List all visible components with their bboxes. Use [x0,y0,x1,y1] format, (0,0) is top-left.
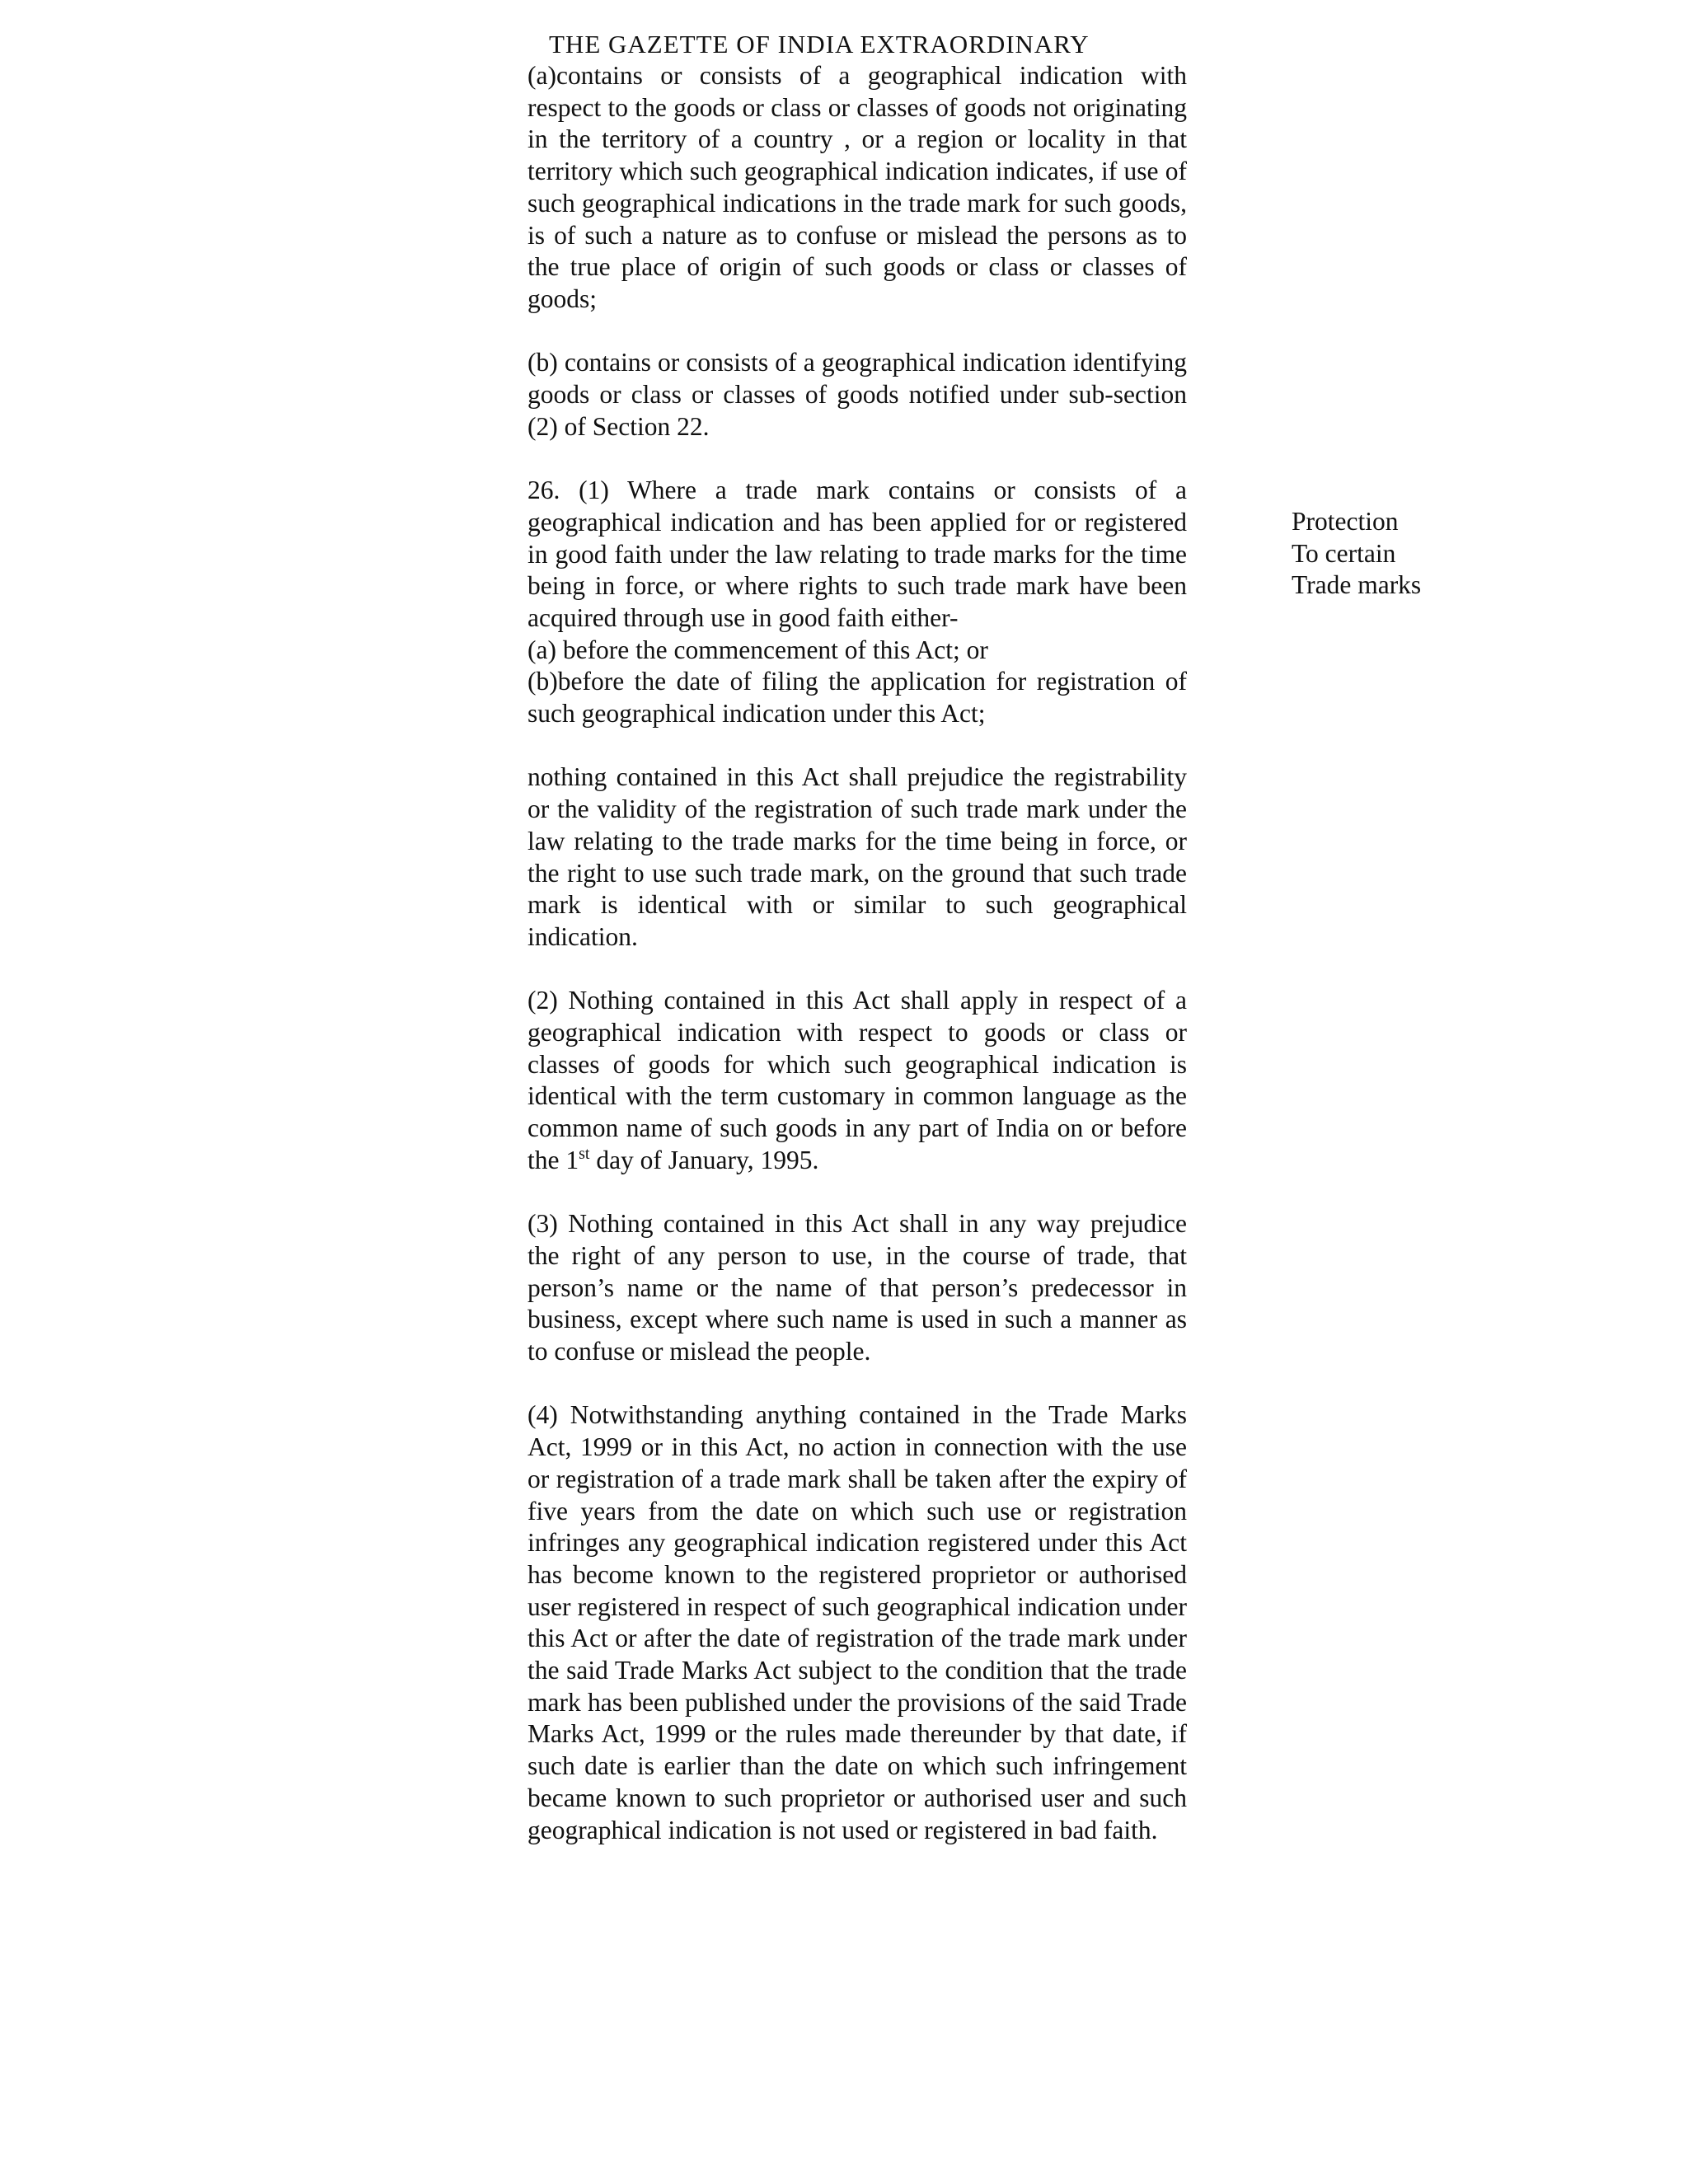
section-26-1-b: (b)before the date of filing the application for registration of such geographical indication under this Act; [528,667,1187,729]
section-26-2-end: day of January, 1995. [589,1145,819,1174]
running-header-strip [528,25,1154,56]
margin-note-line-3: Trade marks [1292,570,1422,600]
margin-note [1292,506,1506,602]
margin-note-line-2: To certain [1292,538,1396,568]
clause-a-paragraph: (a)contains or consists of a geographical indication with respect to the goods or class or classes of goods not originating in the territory of a country , or a region or locality in that territory which such geographical indication indicates, if use of such geographical indications in the trade mark for such goods, is of such a nature as to confuse or mislead the persons as to the true place of origin of such goods or class or classes of goods; [528,61,1187,313]
running-header: THE GAZETTE OF INDIA EXTRAORDINARY [549,30,1090,56]
section-26-1-tail: nothing contained in this Act shall prejudice the registrability or the validity of the registration of such trade mark under the law relating to the trade marks for the time being in force, or the right to use such trade mark, on the ground that such trade mark is identical with or similar to such geographical indication. [528,762,1187,951]
section-26-1-a: (a) before the commencement of this Act; or [528,635,988,664]
section-26-2-ordinal-suffix: st [579,1144,590,1163]
clause-b-paragraph: (b) contains or consists of a geographical indication identifying goods or class or classes of goods notified under sub-section (2) of Section 22. [528,348,1187,441]
section-26-3-paragraph: (3) Nothing contained in this Act shall in any way prejudice the right of any person to use, in the course of trade, that person’s name or the name of that person’s predecessor in business, except where such name is used in such a manner as to confuse or mislead the people. [528,1209,1187,1366]
section-26-2-main: (2) Nothing contained in this Act shall apply in respect of a geographical indication with respect to goods or class or classes of goods for which such geographical indication is identical with the term customary in common language as the common name of such goods in any part of India on or before the 1 [528,986,1187,1174]
section-26-2-paragraph [528,985,1187,1176]
margin-note-line-1: Protection [1292,507,1399,536]
section-26-1-intro: 26. (1) Where a trade mark contains or consists of a geographical indication and has been applied for or registered in good faith under the law relating to trade marks for the time being in force, or where rights to such trade mark have been acquired through use in good faith either- [528,476,1187,632]
main-text-column [528,60,1187,1878]
section-26-4-paragraph: (4) Notwithstanding anything contained in the Trade Marks Act, 1999 or in this Act, no action in connection with the use or registration of a trade mark shall be taken after the expiry of five years from the date on which such use or registration infringes any geographical indication registered under this Act has become known to the registered proprietor or authorised user registered in respect of such geographical indication under this Act or after the date of registration of the trade mark under the said Trade Marks Act subject to the condition that the trade mark has been published under the provisions of the said Trade Marks Act, 1999 or the rules made thereunder by that date, if such date is earlier than the date on which such infringement became known to such proprietor or authorised user and such geographical indication is not used or registered in bad faith. [528,1400,1187,1844]
